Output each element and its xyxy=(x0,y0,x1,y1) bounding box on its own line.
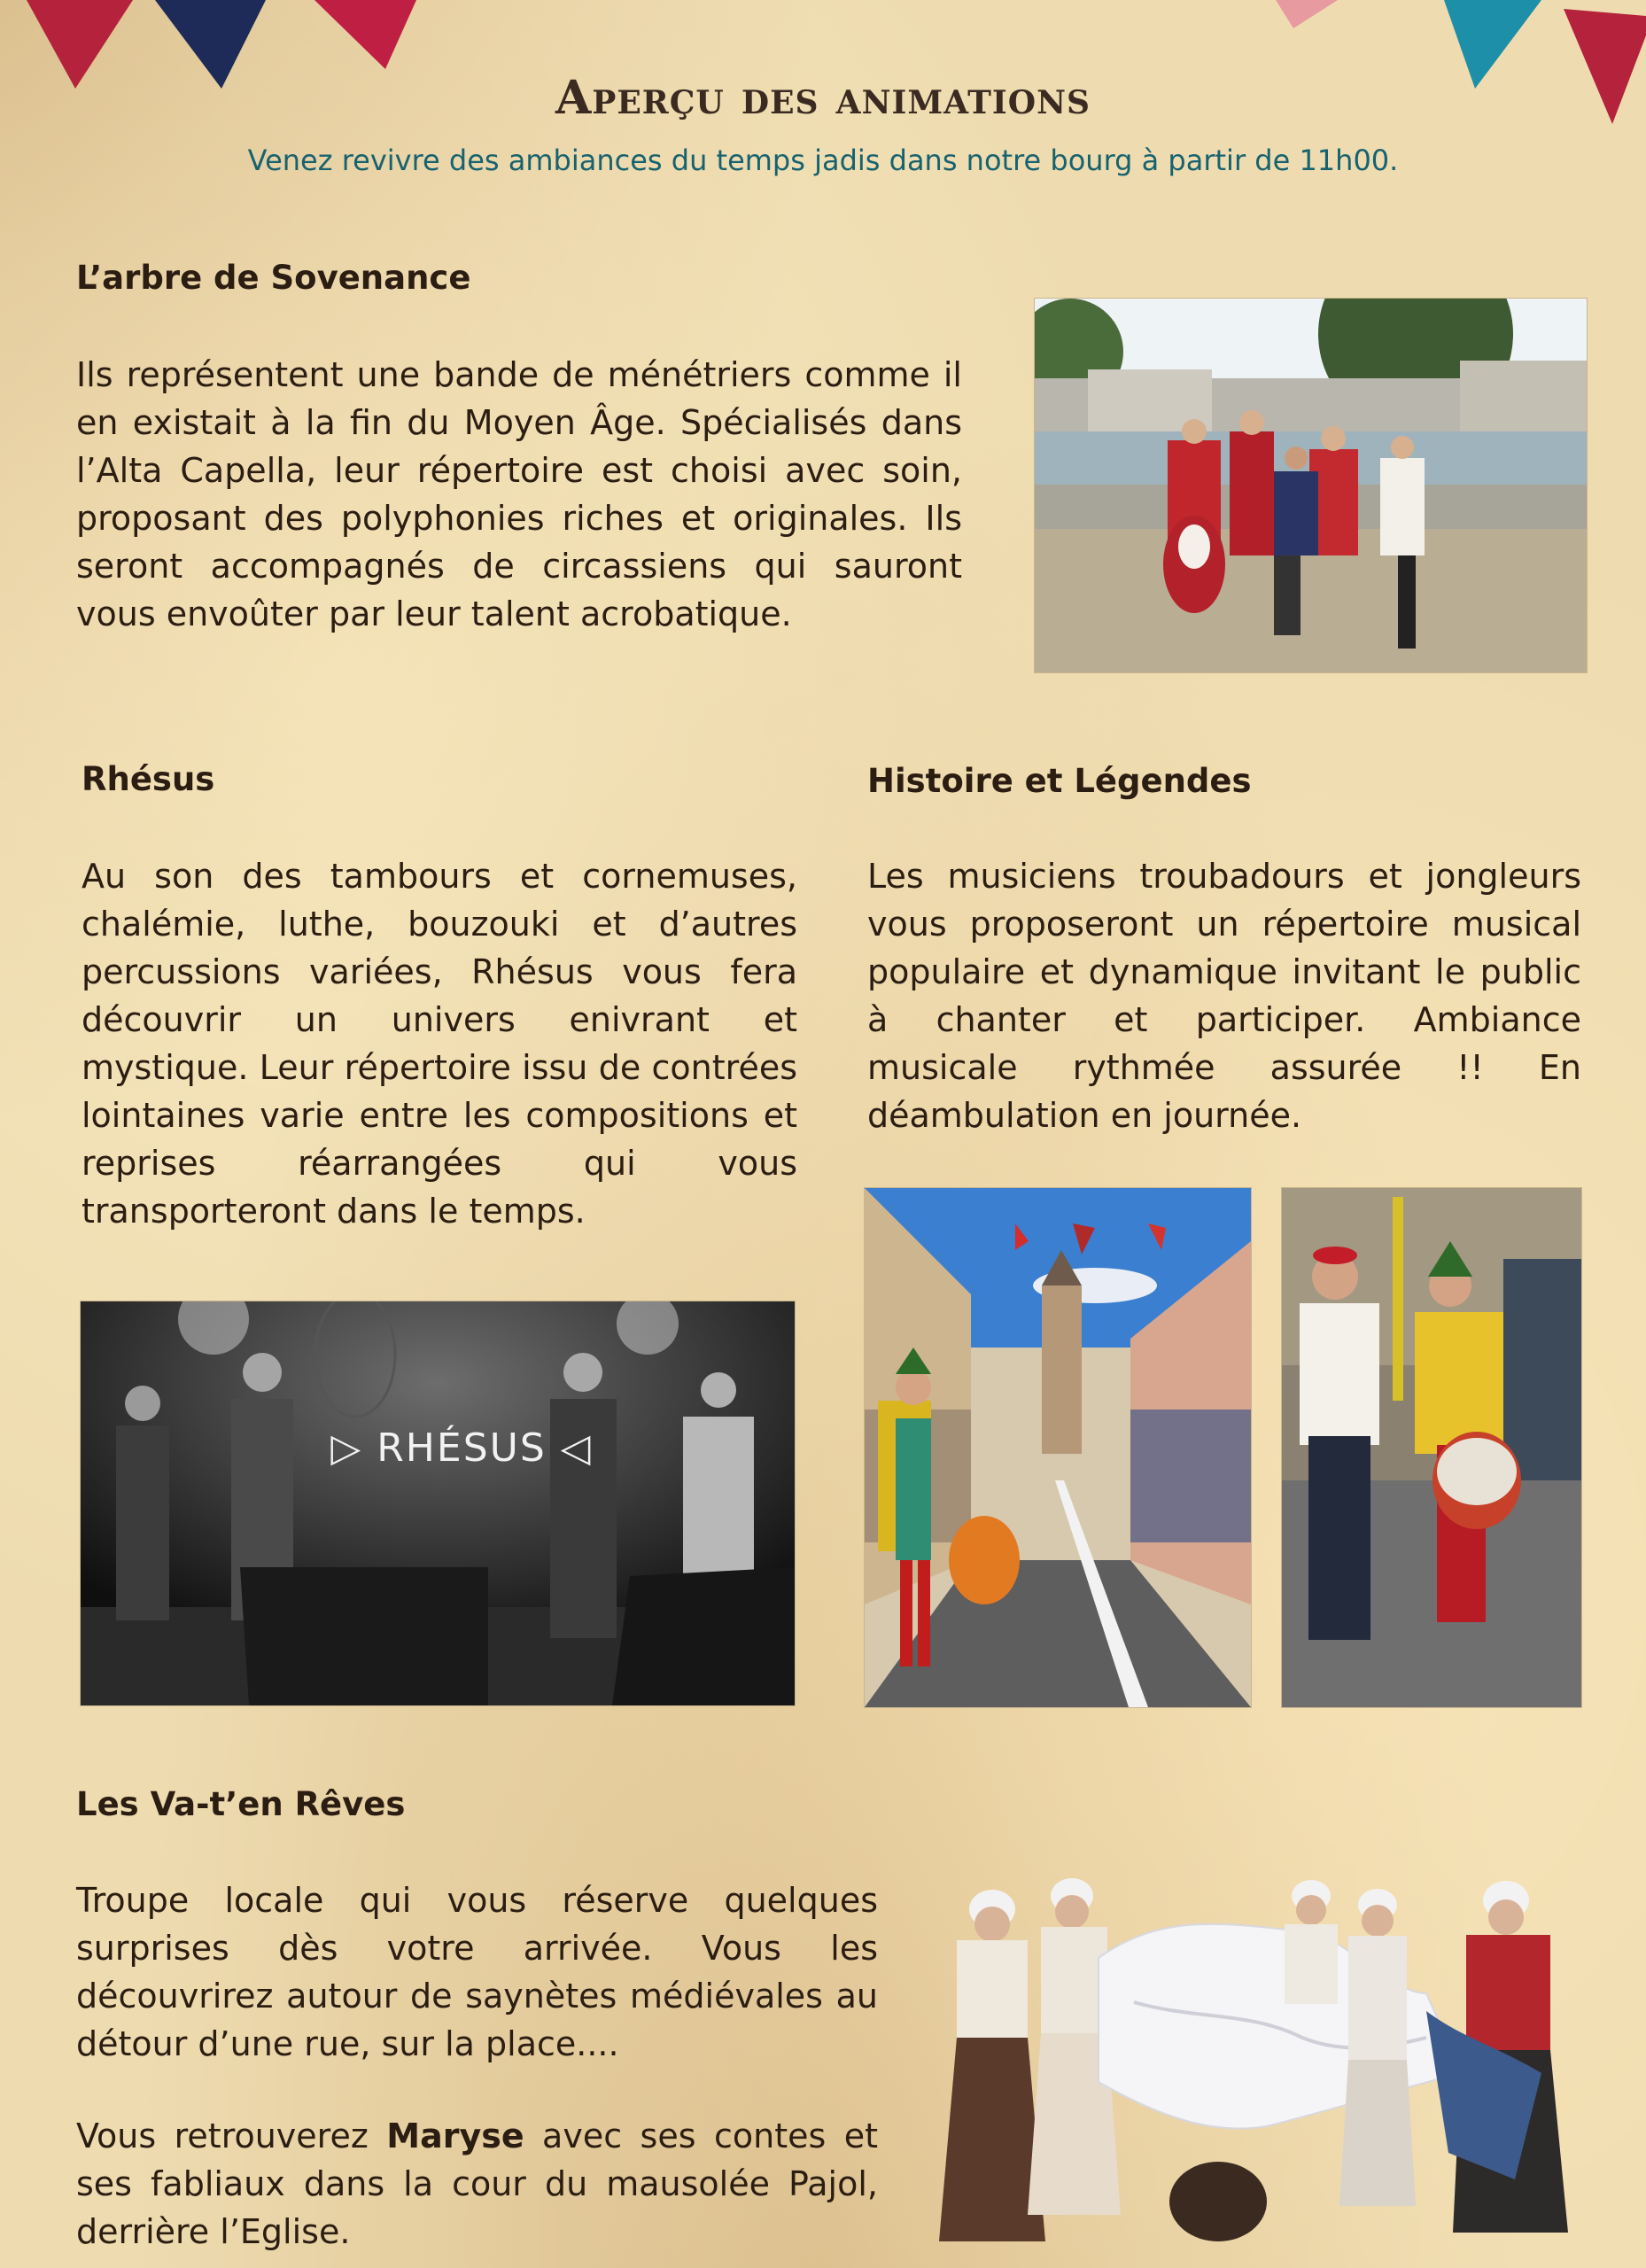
photo-rhesus xyxy=(80,1301,796,1706)
section-heading-rhesus: Rhésus xyxy=(82,760,215,798)
section-heading-vatenreves: Les Va-t’en Rêves xyxy=(76,1785,406,1823)
maryse-text-before: Vous retrouverez xyxy=(76,2117,387,2155)
section-text-rhesus: Au son des tambours et cornemuses, chalémie, luthe, bouzouki et d’autres percussions variées, Rhésus vous fera découvrir un univers enivrant et mystique. Leur répertoire issu de contrées lointaines varie entre les compositions et reprises réarrangées qui vous transporteront dans le temps. xyxy=(82,857,797,1231)
maryse-text-after: avec ses contes et ses fabliaux dans la cour du mausolée Pajol, derrière l’Eglise. xyxy=(76,2117,878,2251)
section-text-arbre: Ils représentent une bande de ménétriers comme il en existait à la fin du Moyen Âge. Spécialisés dans l’Alta Capella, leur répertoire est choisi avec soin, proposant des polyphonies riches et originales. Ils seront accompagnés de circassiens qui sauront vous envoûter par leur talent acrobatique. xyxy=(76,355,962,633)
section-heading-arbre: L’arbre de Sovenance xyxy=(76,259,471,297)
section-text-vatenreves-1: Troupe locale qui vous réserve quelques surprises dès votre arrivée. Vous les découvrirez autour de saynètes médiévales au détour d’une rue, sur la place.... xyxy=(76,1881,878,2063)
photo-histoire-street xyxy=(864,1187,1252,1708)
photo-va-ten-reves xyxy=(930,1860,1612,2250)
page-subtitle: Venez revivre des ambiances du temps jadis dans notre bourg à partir de 11h00. xyxy=(247,144,1399,177)
section-heading-histoire: Histoire et Légendes xyxy=(867,762,1252,800)
rhesus-logo: ▷ RHÉSUS ◁ xyxy=(330,1425,593,1471)
pennant-pink-icon xyxy=(1276,0,1338,28)
section-text-histoire: Les musiciens troubadours et jongleurs vous proposeront un répertoire musical populaire et dynamique invitant le public à chanter et participer. Ambiance musicale rythmée assurée !! En déambulation en journée. xyxy=(867,857,1581,1135)
section-text-vatenreves-2 xyxy=(76,2112,878,2256)
photo-histoire-musicians xyxy=(1281,1187,1582,1708)
maryse-name: Maryse xyxy=(386,2117,524,2155)
pennant-red-icon xyxy=(314,0,416,69)
photo-arbre-de-sovenance xyxy=(1034,298,1588,673)
page-title: Aperçu des animations xyxy=(555,71,1091,125)
